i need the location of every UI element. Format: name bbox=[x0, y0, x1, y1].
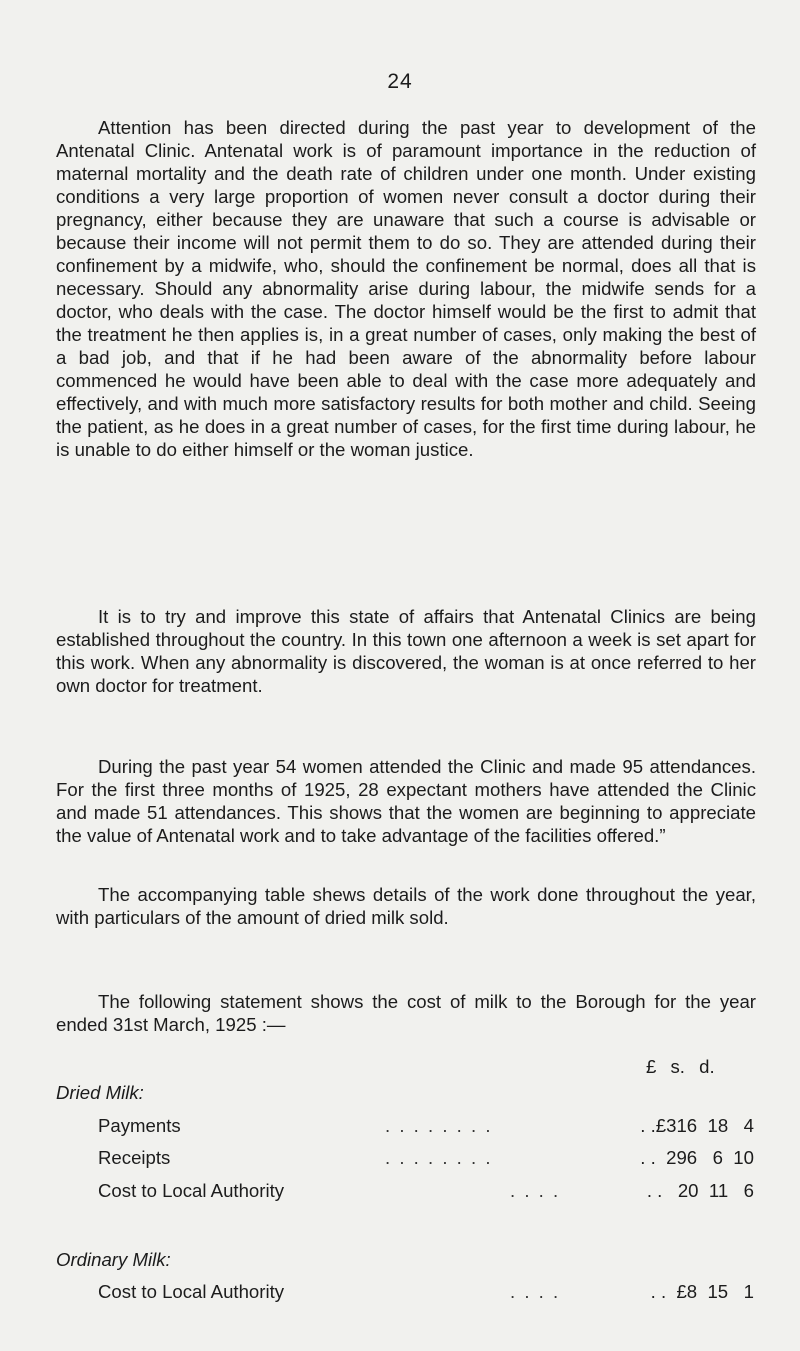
ordinary-cost-label: Cost to Local Authority bbox=[98, 1281, 285, 1302]
ordinary-cost-amount: . . £8 15 1 bbox=[650, 1281, 754, 1302]
paragraph-clinics-established: It is to try and improve this state of affairs that Antenatal Clinics are being established throughout the country. In this town one afternoon a week is set apart for this work. When any abnormality is discovered, the woman is at once referred to her own doctor for treatment. bbox=[56, 606, 756, 696]
dried-milk-heading: Dried Milk: bbox=[56, 1082, 144, 1103]
page-number: 24 bbox=[387, 70, 413, 93]
payments-amount: . .£316 18 4 bbox=[640, 1115, 754, 1136]
dried-cost-leaders: . . . . bbox=[510, 1180, 561, 1201]
dried-cost-label: Cost to Local Authority bbox=[98, 1180, 285, 1201]
ordinary-milk-heading: Ordinary Milk: bbox=[56, 1249, 171, 1270]
paragraph-antenatal-clinic: Attention has been directed during the past year to development of the Antenatal Clinic. Antenatal work is of paramount importance in the reduction of maternal mortality and the death rate of children under one month. Under existing conditions a very large proportion of women never consult a doctor during their pregnancy, either because they are unaware that such a course is advisable or because their income will not permit them to do so. They are attended during their confinement by a midwife, who, should the confinement be normal, does all that is necessary. Should any abnormality arise during labour, the midwife sends for a doctor, who deals with the case. The doctor himself would be the first to admit that the treatment he then applies is, in a great number of cases, only making the best of a bad job, and that if he had been aware of the abnormality before labour commenced he would have been able to deal with the case more adequately and effectively, and with much more satisfactory results for both mother and child. Seeing the patient, as he does in a great number of cases, for the first time during labour, he is unable to do either himself or the woman justice. bbox=[56, 117, 756, 460]
receipts-amount: . . 296 6 10 bbox=[640, 1147, 754, 1168]
paragraph-cost-statement: The following statement shows the cost of milk to the Borough for the year ended 31st March, 1925 :— bbox=[56, 991, 756, 1035]
paragraph-accompanying-table: The accompanying table shews details of the work done throughout the year, with particulars of the amount of dried milk sold. bbox=[56, 884, 756, 928]
receipts-label: Receipts bbox=[98, 1147, 171, 1168]
ordinary-cost-leaders: . . . . bbox=[510, 1281, 561, 1302]
payments-leaders: . . . . . . . . bbox=[385, 1115, 493, 1136]
receipts-leaders: . . . . . . . . bbox=[385, 1147, 493, 1168]
currency-units-header: £ s. d. bbox=[646, 1056, 715, 1077]
payments-label: Payments bbox=[98, 1115, 181, 1136]
paragraph-attendances: During the past year 54 women attended the Clinic and made 95 attendances. For the first three months of 1925, 28 expectant mothers have attended the Clinic and made 51 attendances. This shows that the women are beginning to appreciate the value of Antenatal work and to take advantage of the facilities offered.” bbox=[56, 756, 756, 846]
dried-cost-amount: . . 20 11 6 bbox=[646, 1180, 754, 1201]
